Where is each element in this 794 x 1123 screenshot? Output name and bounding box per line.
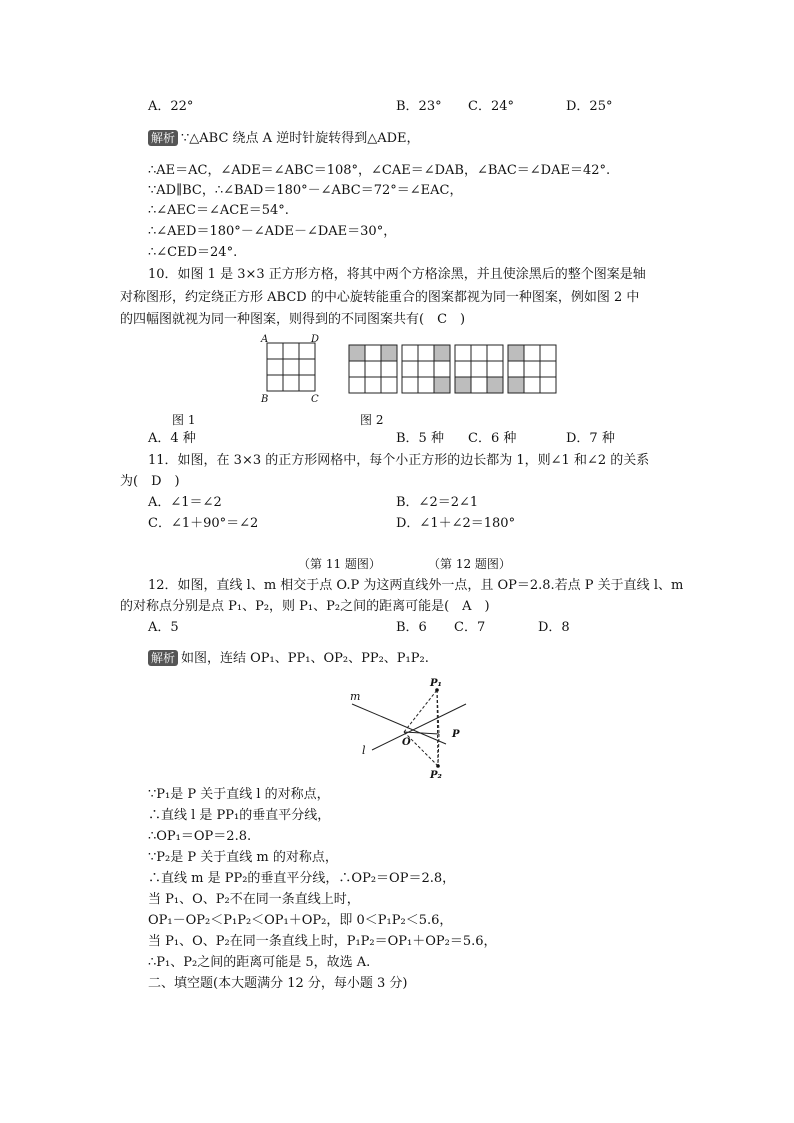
label-m: m (350, 690, 361, 703)
q12-analysis-line: 当 P₁、O、P₂在同一条直线上时，P₁P₂＝OP₁＋OP₂＝5.6， (148, 934, 497, 949)
q9-analysis-line: ∵△ABC 绕点 A 逆时针旋转得到△ADE， (181, 131, 420, 146)
q12-analysis-line: OP₁－OP₂＜P₁P₂＜OP₁＋OP₂，即 0＜P₁P₂＜5.6， (148, 913, 453, 928)
q12-option-d: D．8 (538, 620, 570, 635)
figure-2-grids (346, 342, 560, 394)
q9-analysis-line: ∴∠AEC＝∠ACE＝54°. (148, 203, 289, 218)
q10-stem-line: 的四幅图就视为同一种图案，则得到的不同图案共有( C ) (120, 312, 466, 327)
corner-label-a: A (261, 334, 269, 345)
figure-2-caption: 图 2 (360, 413, 384, 427)
q10-option-c: C．6 种 (468, 431, 517, 446)
label-p1: P₁ (430, 678, 442, 689)
corner-label-d: D (311, 334, 320, 345)
q9-option-a: A．22° (148, 99, 194, 114)
line-m (352, 704, 446, 744)
fig2-grid-1 (349, 345, 397, 361)
fig2-grid-2 (434, 345, 450, 393)
q12-stem-line: 的对称点分别是点 P₁、P₂，则 P₁、P₂之间的距离可能是( A ) (120, 599, 490, 614)
figure-12-caption: （第 12 题图） (428, 557, 511, 571)
q9-analysis-line: ∵AD∥BC，∴∠BAD＝180°－∠ABC＝72°＝∠EAC， (148, 183, 463, 198)
q9-analysis-line: ∴∠CED＝24°. (148, 245, 238, 260)
q12-stem-line: 12．如图，直线 l、m 相交于点 O.P 为这两直线外一点，且 OP＝2.8.若点 P 关于直线 l、m (148, 578, 684, 593)
q9-option-d: D．25° (566, 99, 613, 114)
q11-option-a: A．∠1＝∠2 (148, 495, 222, 510)
q10-option-a: A．4 种 (148, 431, 196, 446)
label-p2: P₂ (430, 770, 442, 781)
q12-analysis-line: ∵P₂是 P 关于直线 m 的对称点， (148, 850, 338, 865)
corner-label-c: C (311, 394, 319, 404)
q10-stem-line: 对称图形，约定绕正方形 ABCD 的中心旋转能重合的图案都视为同一种图案，例如图 2 中 (120, 290, 640, 305)
figure-1-caption: 图 1 (172, 413, 196, 427)
analysis-badge: 解析 (148, 130, 178, 146)
q9-option-b: B．23° (396, 99, 442, 114)
q10-stem-line: 10．如图 1 是 3×3 正方形方格，将其中两个方格涂黑，并且使涂黑后的整个图案是轴 (148, 267, 646, 282)
q10-option-d: D．7 种 (566, 431, 615, 446)
q11-option-b: B．∠2＝2∠1 (396, 495, 479, 510)
section-heading: 二、填空题(本大题满分 12 分，每小题 3 分) (148, 976, 408, 991)
q12-analysis-line: ∴P₁、P₂之间的距离可能是 5，故选 A. (148, 955, 371, 970)
fig2-grid-4 (508, 345, 524, 393)
figure-1-grid (258, 332, 328, 404)
q11-stem-line: 为( D ) (120, 474, 180, 489)
q12-option-b: B．6 (396, 620, 427, 635)
analysis-badge: 解析 (148, 650, 178, 666)
q9-analysis-line: ∴∠AED＝180°－∠ADE－∠DAE＝30°， (148, 224, 397, 239)
label-l: l (362, 744, 366, 757)
line-l (372, 704, 466, 750)
figure-12-diagram (346, 676, 476, 782)
q12-analysis-line: ∴OP₁＝OP＝2.8. (148, 829, 252, 844)
fig2-grid-3 (455, 377, 503, 393)
q12-analysis-line: ∴直线 l 是 PP₁的垂直平分线， (148, 808, 331, 823)
q9-analysis-first-line (148, 130, 420, 148)
q11-option-c: C．∠1＋90°＝∠2 (148, 516, 259, 531)
label-o: O (402, 737, 411, 748)
q12-analysis-line: 当 P₁、O、P₂不在同一条直线上时， (148, 892, 360, 907)
label-p: P (452, 729, 460, 740)
q11-option-d: D．∠1＋∠2＝180° (396, 516, 516, 531)
q12-analysis-intro: 如图，连结 OP₁、PP₁、OP₂、PP₂、P₁P₂. (181, 651, 429, 666)
q9-option-c: C．24° (468, 99, 514, 114)
corner-label-b: B (261, 394, 269, 404)
q12-option-c: C．7 (454, 620, 486, 635)
q11-stem-line: 11．如图，在 3×3 的正方形网格中，每个小正方形的边长都为 1，则∠1 和∠2 的关系 (148, 453, 650, 468)
q10-option-b: B．5 种 (396, 431, 444, 446)
q12-option-a: A．5 (148, 620, 179, 635)
q12-analysis-first-line (148, 650, 429, 668)
figure-11-caption: （第 11 题图） (298, 557, 381, 571)
q12-analysis-line: ∵P₁是 P 关于直线 l 的对称点， (148, 787, 330, 802)
q9-analysis-line: ∴AE＝AC，∠ADE＝∠ABC＝108°，∠CAE＝∠DAB，∠BAC＝∠DAE＝42°. (148, 163, 611, 178)
q12-analysis-line: ∴直线 m 是 PP₂的垂直平分线，∴OP₂＝OP＝2.8， (148, 871, 456, 886)
